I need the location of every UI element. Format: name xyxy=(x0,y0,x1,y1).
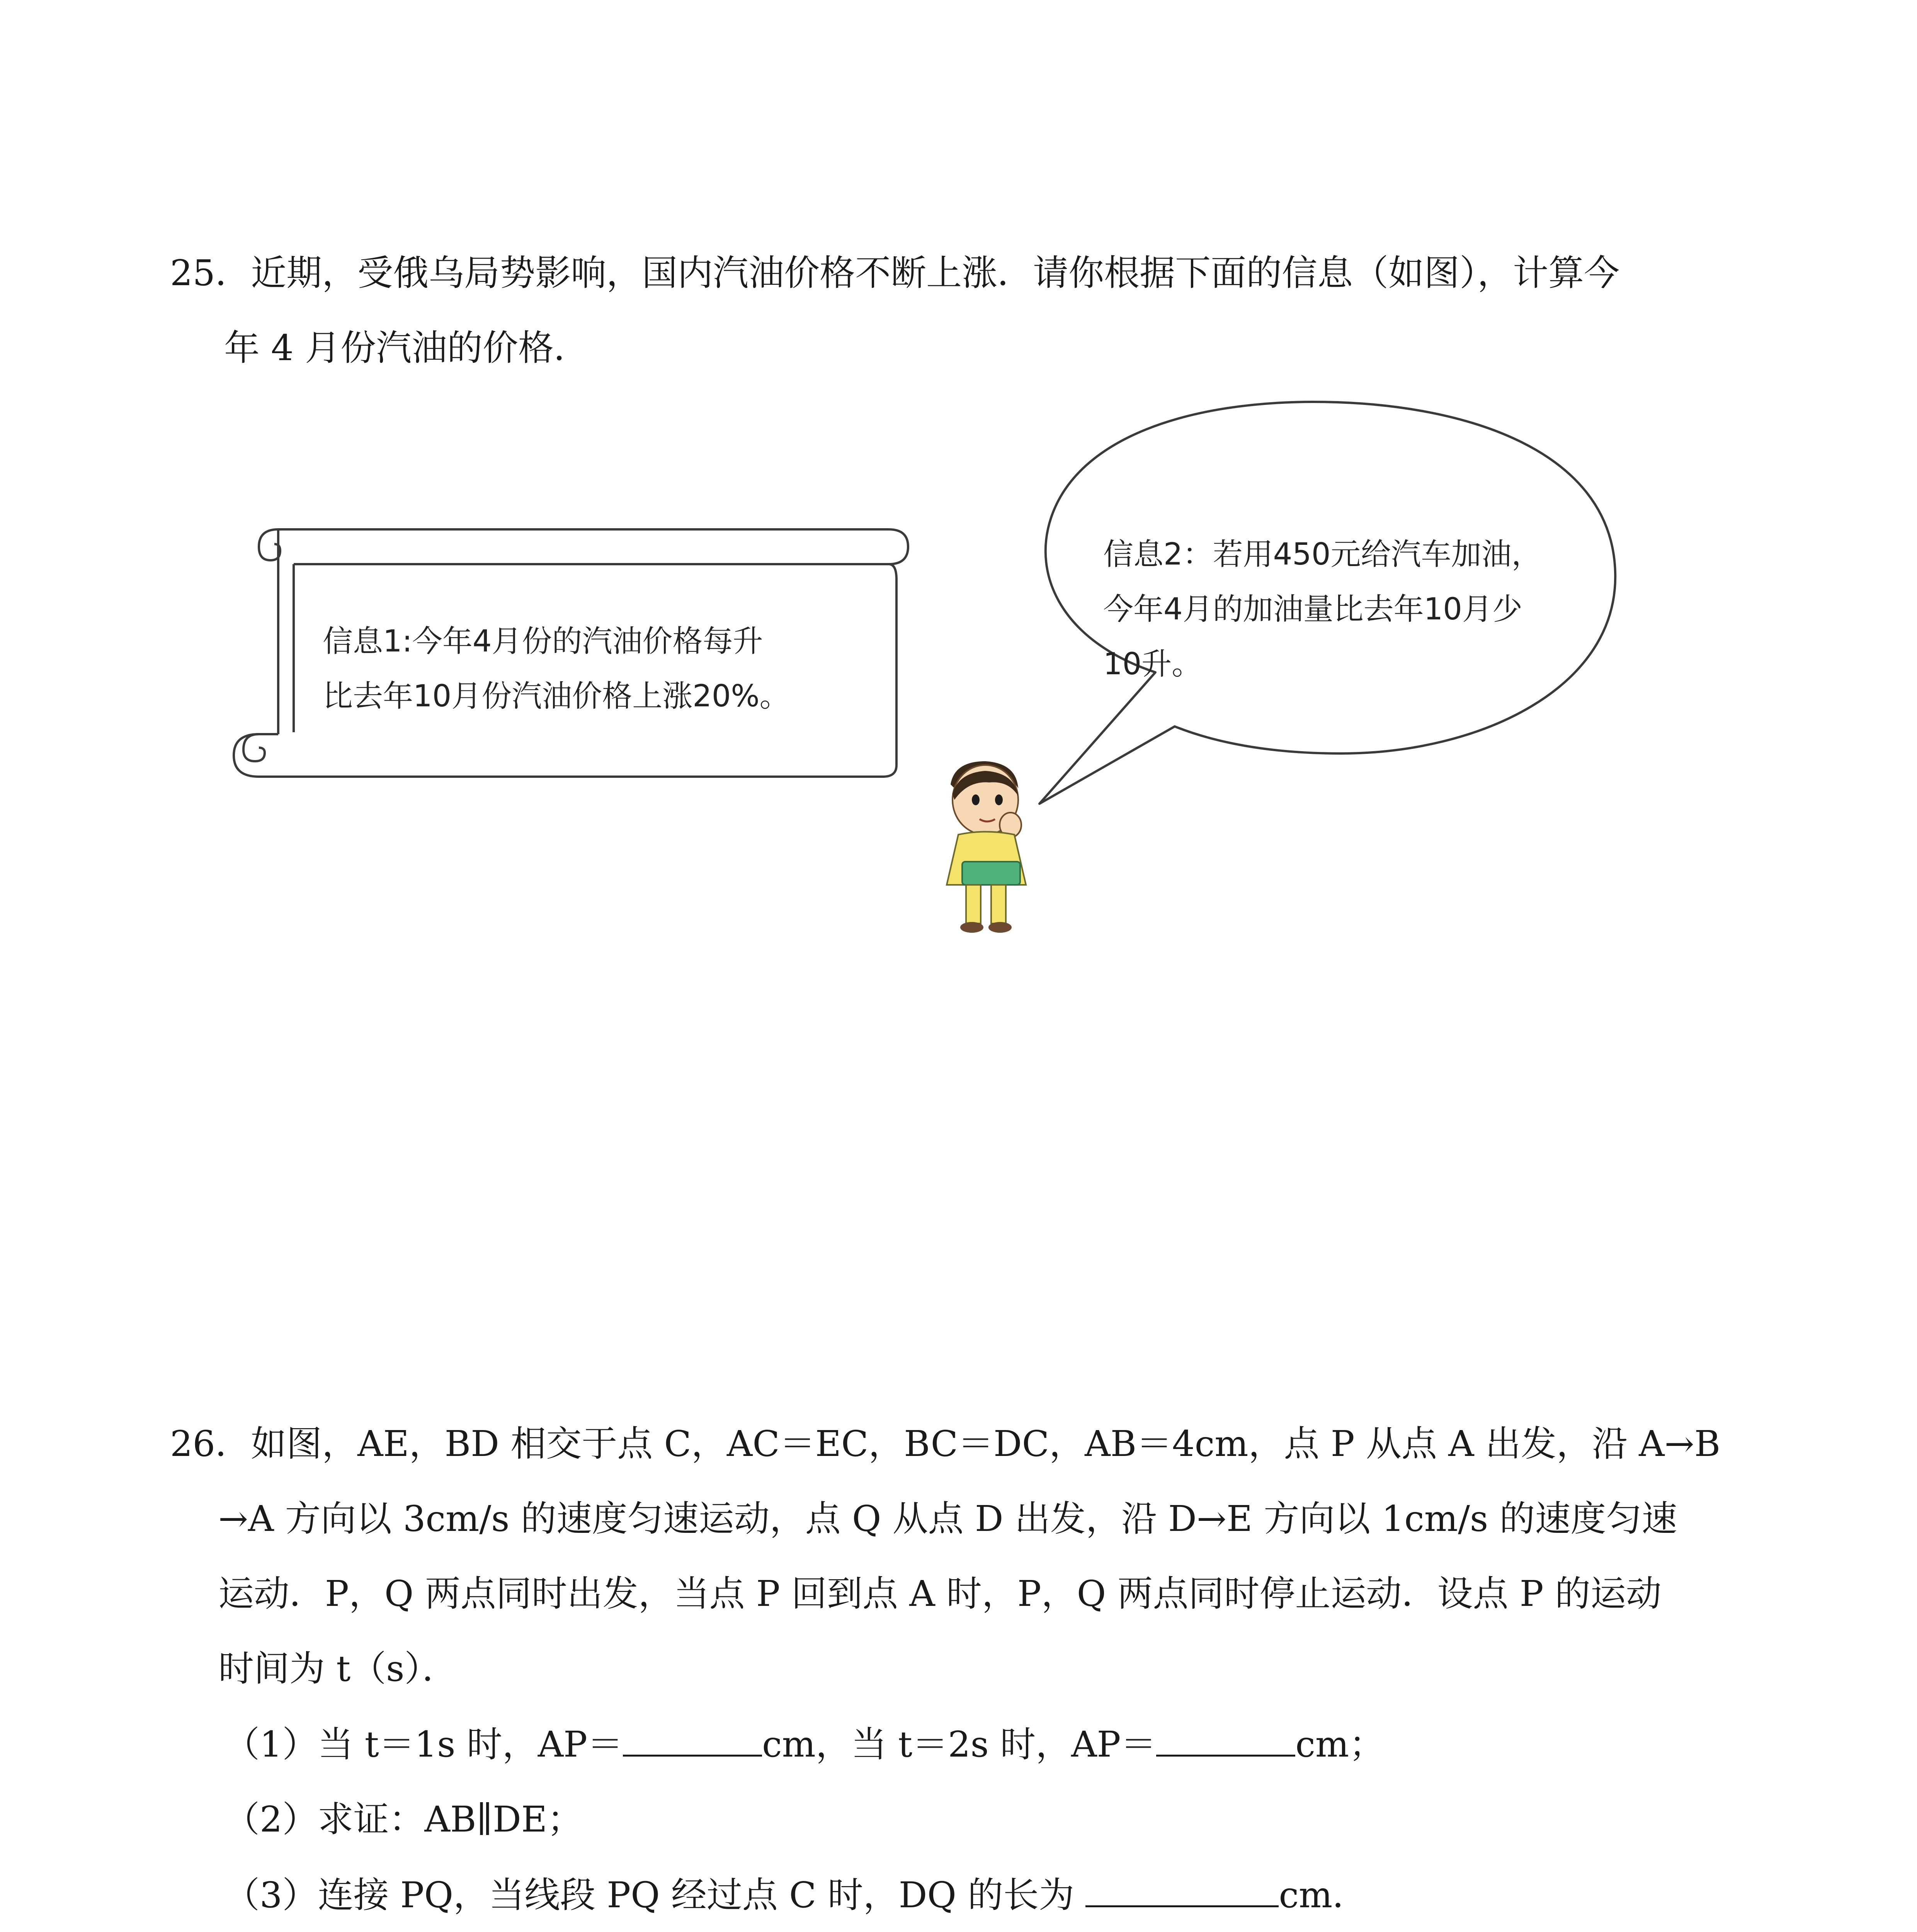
info2-line1: 信息2：若用450元给汽车加油， xyxy=(1103,537,1542,572)
q26-part3 xyxy=(224,1858,1368,1932)
answer-blank-ap-t1[interactable] xyxy=(623,1724,762,1757)
q25-line2: 年 4 月份汽油的价格． xyxy=(224,327,590,369)
info2-line2: 今年4月的加油量比去年10月少 xyxy=(1103,592,1522,627)
part1-text-a: （1）当 t＝1s 时，AP＝ xyxy=(224,1724,623,1765)
answer-blank-dq[interactable] xyxy=(1085,1874,1279,1907)
q25-line1: 25．近期，受俄乌局势影响，国内汽油价格不断上涨．请你根据下面的信息（如图），计算今 xyxy=(170,252,1620,294)
q26-line3: 运动．P，Q 两点同时出发，当点 P 回到点 A 时，P，Q 两点同时停止运动．设点 P 的运动 xyxy=(218,1573,1662,1614)
part3-text-b: cm． xyxy=(1279,1874,1368,1916)
part1-text-b: cm，当 t＝2s 时，AP＝ xyxy=(762,1724,1157,1765)
answer-blank-ap-t2[interactable] xyxy=(1156,1724,1295,1757)
q26-line4: 时间为 t（s）． xyxy=(218,1648,458,1689)
q26-part2: （2）求证：AB∥DE； xyxy=(224,1799,583,1840)
info1-line2: 比去年10月份汽油价格上涨20%。 xyxy=(323,679,790,714)
q26-line2: →A 方向以 3cm/s 的速度匀速运动，点 Q 从点 D 出发，沿 D→E 方向以 1cm/s 的速度匀速 xyxy=(218,1498,1677,1539)
info2-line3: 10升。 xyxy=(1103,647,1202,682)
q26-line1: 26．如图，AE，BD 相交于点 C，AC＝EC，BC＝DC，AB＝4cm，点 P 从点 A 出发，沿 A→B xyxy=(170,1423,1721,1464)
part3-text-a: （3）连接 PQ，当线段 PQ 经过点 C 时，DQ 的长为 xyxy=(224,1874,1086,1916)
q26-part1 xyxy=(224,1707,1385,1782)
cartoon-boy-illustration xyxy=(931,757,1039,935)
part1-text-c: cm； xyxy=(1295,1724,1385,1765)
info1-line1: 信息1:今年4月份的汽油价格每升 xyxy=(323,624,763,659)
